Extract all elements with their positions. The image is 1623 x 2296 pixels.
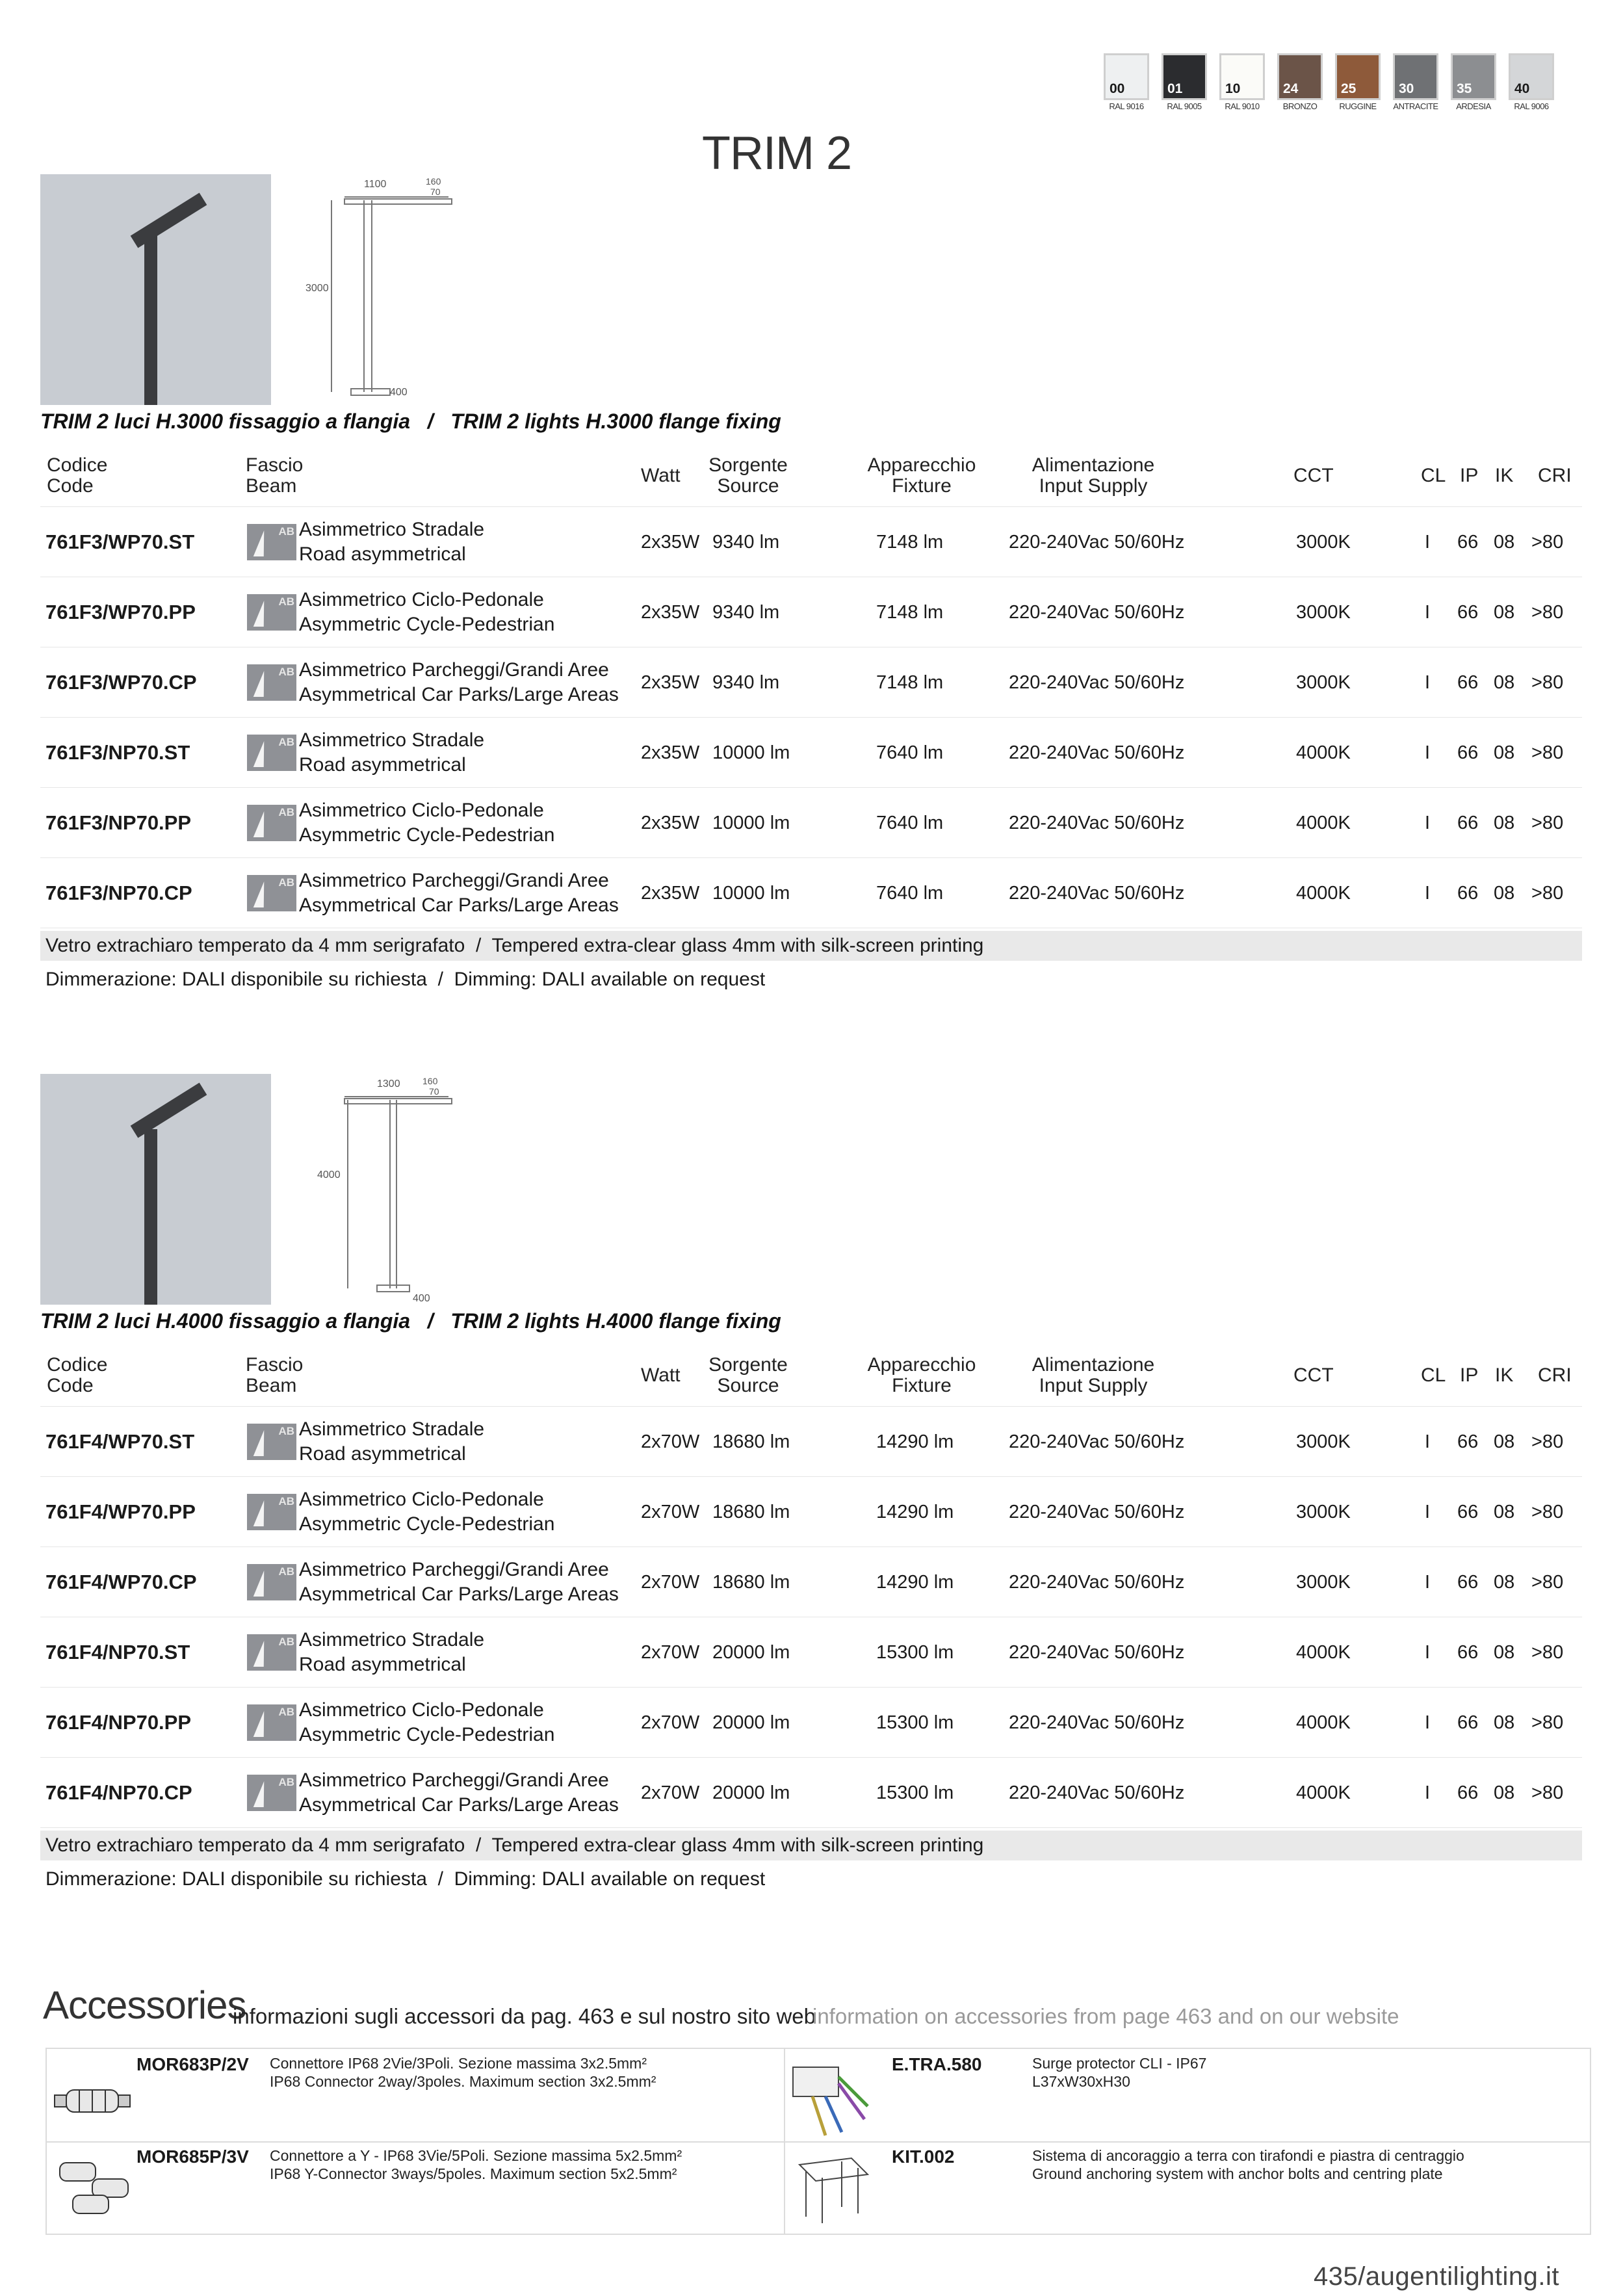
cell-supply: 220-240Vac 50/60Hz — [1009, 601, 1185, 623]
cell-watt: 2x35W — [641, 882, 700, 904]
swatch-name: RAL 9005 — [1167, 101, 1202, 111]
cell-cct: 3000K — [1296, 1501, 1351, 1522]
swatch-name: RUGGINE — [1339, 101, 1377, 111]
cell-ik: 08 — [1494, 1431, 1515, 1452]
cell-code: 761F4/WP70.ST — [45, 1430, 195, 1453]
cell-supply: 220-240Vac 50/60Hz — [1009, 812, 1185, 833]
cell-ik: 08 — [1494, 672, 1515, 693]
dimension-drawing — [305, 174, 465, 405]
table-header — [40, 449, 1582, 507]
accessories-title: Accessories — [43, 1983, 246, 2027]
table-body — [40, 507, 1582, 928]
cell-ip: 66 — [1457, 882, 1479, 904]
cell-cl: I — [1425, 1782, 1431, 1803]
cell-ip: 66 — [1457, 601, 1479, 623]
cell-ip: 66 — [1457, 1431, 1479, 1452]
cell-cl: I — [1425, 1431, 1431, 1452]
cell-source: 9340 lm — [712, 601, 780, 623]
pole-image — [144, 236, 157, 405]
beam-icon: AB — [247, 875, 296, 911]
swatch-code: 30 — [1399, 81, 1414, 96]
beam-icon: AB — [247, 594, 296, 631]
swatch — [1393, 53, 1438, 111]
cell-source: 10000 lm — [712, 882, 790, 904]
pole-image — [144, 1129, 157, 1305]
swatch-color — [1509, 53, 1554, 100]
cell-source: 10000 lm — [712, 742, 790, 763]
col-cct: CCT — [1293, 465, 1334, 486]
cell-cct: 4000K — [1296, 882, 1351, 904]
cell-ik: 08 — [1494, 882, 1515, 904]
cell-ik: 08 — [1494, 812, 1515, 833]
swatch-code: 40 — [1514, 81, 1530, 96]
cell-source: 9340 lm — [712, 672, 780, 693]
cell-fixture: 7640 lm — [876, 882, 944, 904]
col-ip: IP — [1460, 1364, 1479, 1386]
cell-code: 761F4/NP70.ST — [45, 1641, 190, 1663]
dim-width: 1100 — [364, 179, 387, 190]
col-beam: Fascio Beam — [246, 1354, 304, 1396]
col-ip: IP — [1460, 465, 1479, 486]
cell-cri: >80 — [1531, 1571, 1564, 1593]
finish-swatches — [1104, 53, 1554, 111]
cell-watt: 2x70W — [641, 1782, 700, 1803]
swatch-color — [1335, 53, 1381, 100]
accessory-code: KIT.002 — [892, 2146, 955, 2167]
swatch — [1335, 53, 1381, 111]
cell-cri: >80 — [1531, 1641, 1564, 1663]
table-row — [40, 577, 1582, 647]
beam-icon: AB — [247, 664, 296, 701]
pole-head-image — [131, 193, 207, 248]
swatch-code: 25 — [1341, 81, 1357, 96]
beam-icon: AB — [247, 805, 296, 841]
cell-ip: 66 — [1457, 1501, 1479, 1522]
cell-cct: 3000K — [1296, 672, 1351, 693]
anchoring-kit-image — [786, 2145, 877, 2230]
cell-code: 761F4/WP70.CP — [45, 1571, 197, 1593]
cell-ip: 66 — [1457, 672, 1479, 693]
col-code: Codice Code — [47, 1354, 108, 1396]
table-row — [40, 1688, 1582, 1758]
beam-icon: AB — [247, 1775, 296, 1811]
cell-supply: 220-240Vac 50/60Hz — [1009, 742, 1185, 763]
swatch — [1277, 53, 1323, 111]
col-cri: CRI — [1538, 465, 1572, 486]
col-source: Sorgente Source — [708, 1354, 788, 1396]
cell-ik: 08 — [1494, 531, 1515, 553]
col-watt: Watt — [641, 1364, 681, 1386]
page-footer: 435/augentilighting.it — [1314, 2262, 1559, 2291]
table-row — [40, 1758, 1582, 1828]
cell-code: 761F3/WP70.CP — [45, 671, 197, 694]
cell-fixture: 14290 lm — [876, 1501, 954, 1522]
dim-head-w: 160 — [422, 1076, 438, 1086]
swatch — [1509, 53, 1554, 111]
beam-icon: AB — [247, 1704, 296, 1741]
col-fixture: Apparecchio Fixture — [867, 454, 976, 497]
col-cl: CL — [1421, 465, 1446, 486]
swatch-name: RAL 9006 — [1514, 101, 1549, 111]
cell-watt: 2x70W — [641, 1641, 700, 1663]
cell-supply: 220-240Vac 50/60Hz — [1009, 1431, 1185, 1452]
product-photo — [40, 174, 271, 405]
cell-beam: Asimmetrico Parcheggi/Grandi Aree Asymmetrical Car Parks/Large Areas — [299, 1769, 619, 1816]
cell-fixture: 7148 lm — [876, 601, 944, 623]
cell-beam: Asimmetrico Ciclo-Pedonale Asymmetric Cycle-Pedestrian — [299, 800, 555, 846]
cell-beam: Asimmetrico Ciclo-Pedonale Asymmetric Cycle-Pedestrian — [299, 1489, 555, 1535]
cell-source: 18680 lm — [712, 1501, 790, 1522]
swatch-code: 01 — [1167, 81, 1183, 96]
divider — [45, 2141, 1591, 2143]
swatch — [1162, 53, 1207, 111]
cell-cri: >80 — [1531, 601, 1564, 623]
cell-beam: Asimmetrico Stradale Road asymmetrical — [299, 519, 485, 565]
cell-source: 10000 lm — [712, 812, 790, 833]
spec-table — [40, 449, 1582, 928]
dim-width: 1300 — [377, 1078, 400, 1089]
table-row — [40, 1477, 1582, 1547]
cell-cct: 4000K — [1296, 812, 1351, 833]
page-title: TRIM 2 — [702, 127, 852, 179]
cell-cri: >80 — [1531, 1712, 1564, 1733]
dim-base: 400 — [413, 1293, 430, 1304]
y-connector-image — [53, 2153, 131, 2224]
col-fixture: Apparecchio Fixture — [867, 1354, 976, 1396]
dim-base: 400 — [390, 387, 408, 398]
cell-fixture: 15300 lm — [876, 1782, 954, 1803]
cell-ik: 08 — [1494, 742, 1515, 763]
accessory-desc: Connettore a Y - IP68 3Vie/5Poli. Sezione massima 5x2.5mm² IP68 Y-Connector 3ways/5poles. Maximum section 5x2.5mm² — [270, 2147, 682, 2182]
cell-code: 761F3/NP70.PP — [45, 811, 192, 834]
surge-protector-image — [780, 2054, 871, 2139]
col-cri: CRI — [1538, 1364, 1572, 1386]
pole-head-image — [131, 1083, 207, 1138]
table-row — [40, 858, 1582, 928]
cell-cl: I — [1425, 1501, 1431, 1522]
note-dali: Dimmerazione: DALI disponibile su richiesta / Dimming: DALI available on request — [45, 1868, 766, 1890]
cell-cl: I — [1425, 812, 1431, 833]
cell-ik: 08 — [1494, 1712, 1515, 1733]
col-ik: IK — [1495, 465, 1514, 486]
cell-code: 761F3/NP70.ST — [45, 741, 190, 764]
swatch — [1451, 53, 1496, 111]
cell-beam: Asimmetrico Parcheggi/Grandi Aree Asymmetrical Car Parks/Large Areas — [299, 659, 619, 705]
table-row — [40, 788, 1582, 858]
cell-code: 761F4/NP70.PP — [45, 1711, 192, 1734]
swatch-code: 35 — [1457, 81, 1472, 96]
cell-watt: 2x70W — [641, 1712, 700, 1733]
cell-cl: I — [1425, 531, 1431, 553]
cell-cl: I — [1425, 1571, 1431, 1593]
col-cl: CL — [1421, 1364, 1446, 1386]
table-row — [40, 1617, 1582, 1688]
cell-code: 761F4/NP70.CP — [45, 1781, 192, 1804]
cell-ik: 08 — [1494, 1641, 1515, 1663]
cell-fixture: 7640 lm — [876, 812, 944, 833]
cell-watt: 2x35W — [641, 812, 700, 833]
swatch-name: RAL 9010 — [1225, 101, 1260, 111]
note-glass: Vetro extrachiaro temperato da 4 mm serigrafato / Tempered extra-clear glass 4mm with silk-screen printing — [40, 1831, 1582, 1860]
table-row — [40, 507, 1582, 577]
table-row — [40, 647, 1582, 718]
cell-cri: >80 — [1531, 1431, 1564, 1452]
dim-height: 3000 — [305, 283, 329, 294]
cell-cct: 4000K — [1296, 1712, 1351, 1733]
swatch-name: ANTRACITE — [1393, 101, 1438, 111]
cell-ik: 08 — [1494, 1782, 1515, 1803]
cell-ip: 66 — [1457, 1571, 1479, 1593]
accessory-code: MOR683P/2V — [136, 2054, 249, 2074]
col-watt: Watt — [641, 465, 681, 486]
cell-fixture: 15300 lm — [876, 1712, 954, 1733]
cell-cl: I — [1425, 601, 1431, 623]
cell-fixture: 14290 lm — [876, 1431, 954, 1452]
swatch-name: BRONZO — [1282, 101, 1318, 111]
accessory-desc: Connettore IP68 2Vie/3Poli. Sezione massima 3x2.5mm² IP68 Connector 2way/3poles. Maximum section 3x2.5mm² — [270, 2055, 656, 2090]
cell-watt: 2x35W — [641, 672, 700, 693]
swatch-color — [1277, 53, 1323, 100]
table-body — [40, 1407, 1582, 1828]
cell-fixture: 7640 lm — [876, 742, 944, 763]
cell-supply: 220-240Vac 50/60Hz — [1009, 1641, 1185, 1663]
cell-cri: >80 — [1531, 1782, 1564, 1803]
dim-head-w: 160 — [426, 176, 441, 187]
cell-ip: 66 — [1457, 742, 1479, 763]
swatch-color — [1104, 53, 1149, 100]
swatch — [1219, 53, 1265, 111]
cell-source: 20000 lm — [712, 1641, 790, 1663]
cell-fixture: 14290 lm — [876, 1571, 954, 1593]
cell-supply: 220-240Vac 50/60Hz — [1009, 1501, 1185, 1522]
cell-beam: Asimmetrico Parcheggi/Grandi Aree Asymmetrical Car Parks/Large Areas — [299, 870, 619, 916]
cell-cct: 4000K — [1296, 1641, 1351, 1663]
cell-code: 761F3/NP70.CP — [45, 881, 192, 904]
table-row — [40, 718, 1582, 788]
cell-beam: Asimmetrico Stradale Road asymmetrical — [299, 1629, 485, 1675]
spec-table — [40, 1348, 1582, 1828]
cell-source: 9340 lm — [712, 531, 780, 553]
cell-watt: 2x70W — [641, 1501, 700, 1522]
beam-icon: AB — [247, 1564, 296, 1600]
cell-beam: Asimmetrico Ciclo-Pedonale Asymmetric Cycle-Pedestrian — [299, 1699, 555, 1745]
cell-cl: I — [1425, 742, 1431, 763]
beam-icon: AB — [247, 1634, 296, 1671]
swatch-color — [1162, 53, 1207, 100]
swatch — [1104, 53, 1149, 111]
cell-beam: Asimmetrico Stradale Road asymmetrical — [299, 729, 485, 776]
swatch-name: ARDESIA — [1456, 101, 1491, 111]
cell-beam: Asimmetrico Parcheggi/Grandi Aree Asymmetrical Car Parks/Large Areas — [299, 1559, 619, 1605]
cell-ik: 08 — [1494, 1501, 1515, 1522]
col-cct: CCT — [1293, 1364, 1334, 1386]
cell-cl: I — [1425, 1712, 1431, 1733]
cell-cl: I — [1425, 882, 1431, 904]
cell-ip: 66 — [1457, 531, 1479, 553]
cell-watt: 2x70W — [641, 1431, 700, 1452]
col-supply: Alimentazione Input Supply — [1032, 1354, 1155, 1396]
cell-cct: 3000K — [1296, 1571, 1351, 1593]
cell-ip: 66 — [1457, 1782, 1479, 1803]
beam-icon: AB — [247, 735, 296, 771]
col-supply: Alimentazione Input Supply — [1032, 454, 1155, 497]
cell-cri: >80 — [1531, 672, 1564, 693]
cell-ip: 66 — [1457, 812, 1479, 833]
accessory-desc: Sistema di ancoraggio a terra con tirafondi e piastra di centraggio Ground anchoring system with anchor bolts and centring plate — [1032, 2147, 1464, 2182]
cell-source: 20000 lm — [712, 1712, 790, 1733]
table-row — [40, 1547, 1582, 1617]
cell-source: 18680 lm — [712, 1431, 790, 1452]
cell-watt: 2x35W — [641, 742, 700, 763]
cell-cri: >80 — [1531, 882, 1564, 904]
cell-supply: 220-240Vac 50/60Hz — [1009, 672, 1185, 693]
swatch-color — [1219, 53, 1265, 100]
cell-code: 761F3/WP70.ST — [45, 530, 195, 553]
cell-cct: 3000K — [1296, 601, 1351, 623]
cell-watt: 2x35W — [641, 531, 700, 553]
cell-cri: >80 — [1531, 1501, 1564, 1522]
table-row — [40, 1407, 1582, 1477]
note-glass: Vetro extrachiaro temperato da 4 mm serigrafato / Tempered extra-clear glass 4mm with silk-screen printing — [40, 931, 1582, 961]
col-beam: Fascio Beam — [246, 454, 304, 497]
cell-cct: 4000K — [1296, 1782, 1351, 1803]
swatch-code: 10 — [1225, 81, 1241, 96]
accessory-code: MOR685P/3V — [136, 2146, 249, 2167]
dim-head-h: 70 — [430, 187, 441, 197]
accessories-subtitle-en: information on accessories from page 463 and on our website — [812, 2004, 1399, 2028]
section-heading: TRIM 2 luci H.3000 fissaggio a flangia / TRIM 2 lights H.3000 flange fixing — [40, 410, 781, 433]
cell-supply: 220-240Vac 50/60Hz — [1009, 1782, 1185, 1803]
cell-cri: >80 — [1531, 742, 1564, 763]
cell-cct: 3000K — [1296, 1431, 1351, 1452]
table-header — [40, 1348, 1582, 1407]
accessories-subtitle-it: informazioni sugli accessori da pag. 463 e sul nostro sito web — [233, 2004, 816, 2028]
col-ik: IK — [1495, 1364, 1514, 1386]
dimension-drawing — [305, 1074, 465, 1305]
dim-head-h: 70 — [429, 1086, 439, 1097]
note-dali: Dimmerazione: DALI disponibile su richiesta / Dimming: DALI available on request — [45, 969, 766, 990]
cell-supply: 220-240Vac 50/60Hz — [1009, 1571, 1185, 1593]
cell-ik: 08 — [1494, 601, 1515, 623]
beam-icon: AB — [247, 1494, 296, 1530]
cell-code: 761F4/WP70.PP — [45, 1500, 196, 1523]
swatch-code: 00 — [1110, 81, 1125, 96]
cell-fixture: 15300 lm — [876, 1641, 954, 1663]
cell-source: 18680 lm — [712, 1571, 790, 1593]
swatch-color — [1451, 53, 1496, 100]
product-photo — [40, 1074, 271, 1305]
cell-watt: 2x70W — [641, 1571, 700, 1593]
cell-code: 761F3/WP70.PP — [45, 601, 196, 623]
beam-icon: AB — [247, 524, 296, 560]
cell-cri: >80 — [1531, 531, 1564, 553]
cell-watt: 2x35W — [641, 601, 700, 623]
beam-icon: AB — [247, 1424, 296, 1460]
cell-supply: 220-240Vac 50/60Hz — [1009, 1712, 1185, 1733]
swatch-code: 24 — [1283, 81, 1299, 96]
col-code: Codice Code — [47, 454, 108, 497]
cell-cct: 4000K — [1296, 742, 1351, 763]
swatch-name: RAL 9016 — [1109, 101, 1144, 111]
col-source: Sorgente Source — [708, 454, 788, 497]
cell-fixture: 7148 lm — [876, 672, 944, 693]
cell-ik: 08 — [1494, 1571, 1515, 1593]
cell-supply: 220-240Vac 50/60Hz — [1009, 882, 1185, 904]
cell-supply: 220-240Vac 50/60Hz — [1009, 531, 1185, 553]
accessory-desc: Surge protector CLI - IP67 L37xW30xH30 — [1032, 2055, 1207, 2090]
cell-cct: 3000K — [1296, 531, 1351, 553]
cell-ip: 66 — [1457, 1712, 1479, 1733]
cell-cl: I — [1425, 1641, 1431, 1663]
connector-image — [53, 2070, 131, 2132]
cell-beam: Asimmetrico Stradale Road asymmetrical — [299, 1418, 485, 1465]
cell-fixture: 7148 lm — [876, 531, 944, 553]
dim-height: 4000 — [317, 1169, 341, 1181]
cell-beam: Asimmetrico Ciclo-Pedonale Asymmetric Cycle-Pedestrian — [299, 589, 555, 635]
accessory-code: E.TRA.580 — [892, 2054, 982, 2074]
cell-cl: I — [1425, 672, 1431, 693]
swatch-color — [1393, 53, 1438, 100]
cell-ip: 66 — [1457, 1641, 1479, 1663]
cell-cri: >80 — [1531, 812, 1564, 833]
section-heading: TRIM 2 luci H.4000 fissaggio a flangia / TRIM 2 lights H.4000 flange fixing — [40, 1309, 781, 1333]
cell-source: 20000 lm — [712, 1782, 790, 1803]
